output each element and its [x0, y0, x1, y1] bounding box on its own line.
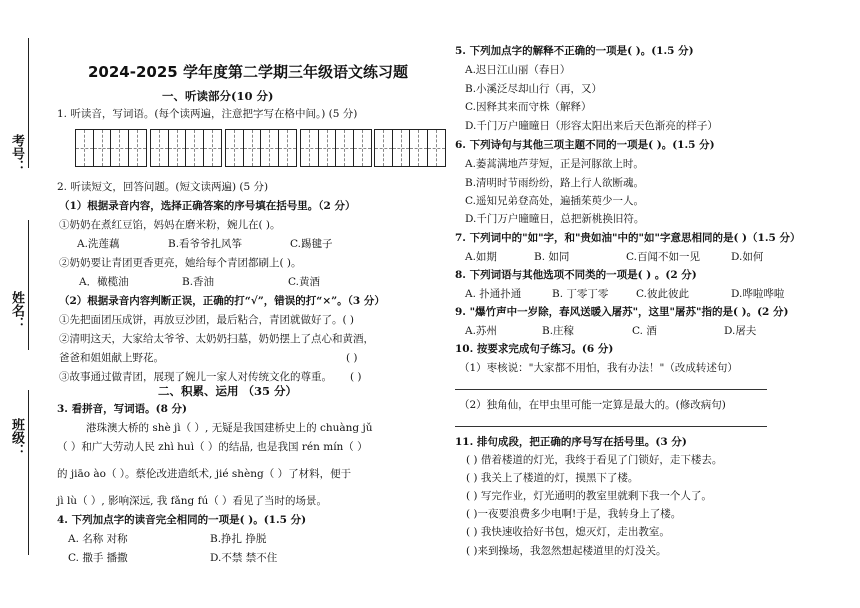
option-b: B.庄稼 — [542, 325, 575, 337]
option-b: B. 如同 — [534, 251, 570, 263]
question-2-2-a: ①先把面团压成饼，再放豆沙团，最后粘合，青团就做好了。( ) — [59, 314, 355, 326]
question-2-1: （1）根据录音内容，选择正确答案的序号填在括号里。（2 分） — [59, 200, 356, 212]
answer-paren: ( ) — [350, 371, 362, 383]
question-2-2-b-cont: 爸爸和姐姐献上野花。 — [59, 352, 164, 364]
option-d: D.哗啦哗啦 — [731, 288, 785, 300]
writing-grid-3 — [225, 129, 297, 167]
question-2-2-c: ③故事通过做青团，展现了婉儿一家人对传统文化的尊重。 — [59, 371, 332, 383]
option-d: D.千门万户曈曈日（形容太阳出来后天色渐亮的样子） — [465, 120, 718, 132]
option-a: A．橄榄油 — [79, 276, 129, 288]
option-b: B.看爷爷扎风筝 — [168, 238, 243, 250]
option-a: A.迟日江山丽（春日） — [465, 64, 571, 76]
option-a: A.如期 — [465, 251, 497, 263]
pinyin-line-1: 港珠澳大桥的 shè jì（ ）, 无疑是我国建桥史上的 chuàng jǔ — [86, 422, 373, 434]
exam-number-line — [28, 38, 29, 168]
writing-grid-1 — [75, 129, 147, 167]
class-label: 班级： — [9, 418, 24, 457]
exam-number-label: 考号： — [9, 134, 24, 173]
writing-grid-5 — [374, 129, 446, 167]
option-b: B.清明时节雨纷纷，路上行人欲断魂。 — [465, 177, 645, 189]
writing-grid-2 — [150, 129, 222, 167]
pinyin-line-4: jì lù（ ）, 影响深远, 我 fǎng fú（ ）看见了当时的场景。 — [57, 495, 328, 507]
option-d: D.千门万户曈曈日，总把新桃换旧符。 — [465, 213, 645, 225]
option-d: D.如何 — [731, 251, 764, 263]
option-a: A.萎蒿满地芦芽短，正是河豚欲上时。 — [465, 158, 644, 170]
option-b: B.挣扎 挣脱 — [210, 533, 267, 545]
class-line — [28, 390, 29, 555]
option-a: A.洗莲藕 — [77, 238, 120, 250]
option-c: C. 撒手 播撒 — [68, 552, 128, 564]
option-b: B.香油 — [182, 276, 215, 288]
question-6: 6. 下列诗句与其他三项主题不同的一项是( )。(1.5 分) — [455, 139, 715, 151]
sentence-item: ( ) 写完作业，灯光通明的教室里就剩下我一个人了。 — [466, 490, 712, 502]
name-line — [28, 220, 29, 350]
sentence-item: ( )来到操场，我忽然想起楼道里的灯没关。 — [466, 545, 667, 557]
option-b: B. 丁零丁零 — [552, 288, 609, 300]
option-c: C.因释其来而守株（解释） — [465, 101, 592, 113]
question-11: 11. 排句成段，把正确的序号写在括号里。(3 分) — [455, 436, 687, 448]
question-2-2: （2）根据录音内容判断正误，正确的打“√”，错误的打“×”。（3 分） — [59, 295, 385, 307]
sentence-item: ( )一夜要浪费多少电啊!于是，我转身上了楼。 — [466, 508, 682, 520]
answer-paren: ( ) — [346, 352, 358, 364]
question-10-1: （1）枣核说："大家都不用怕，我有办法！"（改成转述句） — [459, 362, 738, 374]
question-1: 1. 听读音，写词语。(每个读两遍，注意把字写在格中间。) (5 分) — [57, 108, 358, 120]
question-2-2-b: ②清明这天，大家给太爷爷、太奶奶扫墓，奶奶摆上了点心和黄酒， — [59, 333, 374, 345]
pinyin-line-2: （ ）和广大劳动人民 zhì huì（ ）的结晶, 也是我国 rén mín（ ） — [57, 441, 368, 453]
question-10: 10. 按要求完成句子练习。(6 分) — [455, 343, 614, 355]
page-title: 2024-2025 学年度第二学期三年级语文练习题 — [88, 63, 408, 81]
sentence-item: ( ) 我关上了楼道的灯，摸黑下了楼。 — [466, 472, 639, 484]
option-c: C.彼此彼此 — [636, 288, 689, 300]
question-2: 2. 听读短文，回答问题。(短文读两遍) (5 分) — [57, 181, 269, 193]
option-c: C.踢毽子 — [290, 238, 333, 250]
option-c: C.遥知兄弟登高处，遍插茱萸少一人。 — [465, 195, 644, 207]
question-8: 8. 下列词语与其他选项不同类的一项是( ) 。(2 分) — [455, 269, 697, 281]
question-3: 3. 看拼音，写词语。(8 分) — [57, 403, 188, 415]
section-listening-heading: 一、听读部分(10 分) — [162, 89, 274, 103]
question-10-2: （2）独角仙，在甲虫里可能一定算是最大的。(修改病句) — [459, 399, 726, 411]
answer-line — [455, 426, 767, 427]
question-9: 9. "爆竹声中一岁除，春风送暖入屠苏"，这里"屠苏"指的是( )。(2 分) — [455, 306, 789, 318]
sentence-item: ( ) 借着楼道的灯光，我终于看见了门锁好，走下楼去。 — [466, 454, 723, 466]
question-2-1-b: ②奶奶要让青团更香更亮，她给每个青团都刷上( )。 — [59, 257, 302, 269]
question-2-1-a: ①奶奶在煮红豆馅，妈妈在磨米粉，婉儿在( )。 — [59, 219, 281, 231]
sentence-item: ( ) 我快速收拾好书包，熄灭灯，走出教室。 — [466, 526, 670, 538]
question-7: 7. 下列词中的"如"字，和"贵如油"中的"如"字意思相同的是( )（1.5 分） — [455, 232, 801, 244]
answer-line — [455, 389, 767, 390]
option-c: C.黄酒 — [288, 276, 320, 288]
option-a: A. 扑通扑通 — [465, 288, 522, 300]
name-label: 姓名： — [9, 291, 24, 330]
option-b: B.小溪泛尽却山行（再，又） — [465, 83, 603, 95]
pinyin-line-3: 的 jiāo ào（ ）。蔡伦改进造纸术, jié shèng（ ）了材料，便于 — [57, 468, 352, 480]
writing-grid-4 — [300, 129, 372, 167]
question-4: 4. 下列加点字的读音完全相同的一项是( )。(1.5 分) — [57, 514, 307, 526]
option-d: D.不禁 禁不住 — [210, 552, 278, 564]
option-a: A.苏州 — [465, 325, 497, 337]
option-d: D.屠夫 — [724, 325, 757, 337]
section-accumulation-heading: 二、积累、运用 （35 分） — [158, 384, 298, 398]
option-a: A. 名称 对称 — [68, 533, 128, 545]
option-c: C.百闻不如一见 — [626, 251, 700, 263]
question-5: 5. 下列加点字的解释不正确的一项是( )。(1.5 分) — [455, 45, 694, 57]
option-c: C. 酒 — [632, 325, 657, 337]
